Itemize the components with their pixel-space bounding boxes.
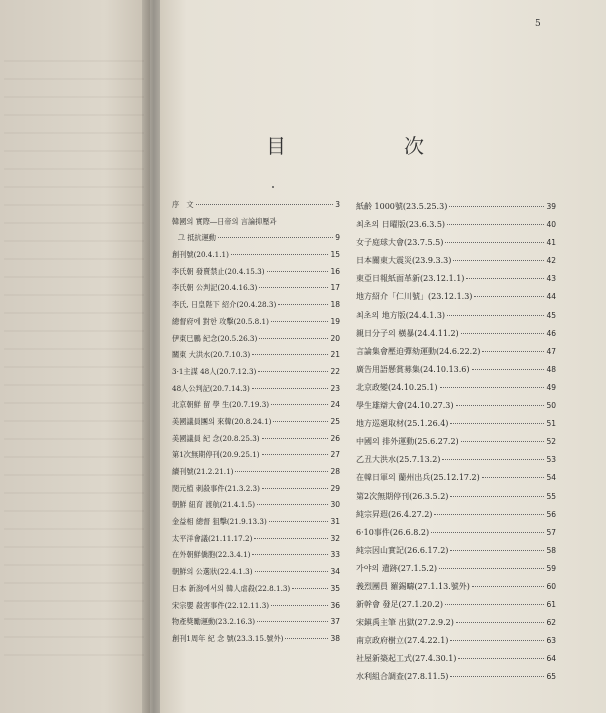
dot-leader [453, 260, 544, 261]
toc-entry [356, 307, 556, 325]
toc-entry-title: 가야의 遺跡(27.1.5.2) [356, 563, 438, 573]
toc-entry [172, 481, 340, 498]
toc-entry-page: 24 [330, 400, 340, 410]
toc-entry-title: 義烈團員 羅錫疇(27.1.13.號外) [356, 581, 470, 591]
dot-leader [450, 676, 544, 677]
toc-entry-page: 64 [546, 654, 556, 664]
toc-entry-page: 17 [330, 283, 340, 293]
toc-entry-page: 21 [330, 350, 340, 360]
toc-entry-page: 54 [546, 473, 556, 483]
toc-entry-page: 22 [330, 366, 340, 376]
dot-leader [439, 568, 544, 569]
toc-entry [356, 614, 556, 632]
toc-entry [356, 252, 556, 270]
toc-entry [356, 542, 556, 560]
toc-entry-title: 總督府에 對한 攻擊(20.5.8.1) [172, 316, 269, 326]
page-number: 5 [535, 19, 541, 29]
toc-entry-title: 純宗因山實記(26.6.17.2) [356, 545, 449, 555]
toc-entry-title: 關東 大洪水(20.7.10.3) [172, 350, 251, 360]
dot-leader [447, 315, 544, 316]
toc-entry [172, 497, 340, 514]
toc-entry-title: 物產獎勵運動(23.2.16.3) [172, 617, 256, 627]
dot-leader [255, 571, 329, 572]
dot-leader [252, 554, 328, 555]
toc-entry-page: 27 [330, 450, 340, 460]
toc-entry-title: 女子庭球大會(23.7.5.5) [356, 238, 444, 248]
dot-leader [434, 514, 544, 515]
toc-left-column [172, 197, 340, 648]
toc-entry-page: 59 [546, 563, 556, 573]
toc-entry [172, 614, 340, 631]
toc-entry-page: 58 [546, 545, 556, 555]
dot-leader [278, 304, 328, 305]
dot-leader [450, 550, 544, 551]
toc-entry-title: 北京政變(24.10.25.1) [356, 382, 438, 392]
dot-leader [447, 224, 544, 225]
dot-leader [431, 532, 544, 533]
dot-leader [440, 387, 545, 388]
toc-entry-page: 39 [546, 202, 556, 211]
toc-entry-title: 第2次無期停刊(26.3.5.2) [356, 491, 449, 501]
toc-entry-title: 그 抵抗運動 [178, 233, 216, 243]
dot-leader [292, 588, 328, 589]
toc-entry-title: 최초의 地方版(24.4.1.3) [356, 310, 446, 320]
toc-entry-title: 朝鮮의 公選狀(22.4.1.3) [172, 567, 253, 577]
toc-entry-title: 伊東巳鵬 紀念(20.5.26.3) [172, 333, 258, 343]
toc-entry-title: 續刊號(21.2.21.1) [172, 467, 234, 476]
dot-leader [474, 296, 544, 297]
toc-entry [172, 431, 340, 448]
toc-entry [172, 347, 340, 364]
toc-entry-page: 62 [546, 618, 556, 628]
toc-entry [172, 414, 340, 431]
toc-entry [356, 379, 556, 397]
toc-entry-page: 40 [546, 220, 556, 230]
dot-leader [218, 237, 333, 238]
toc-entry-page: 30 [330, 500, 340, 510]
toc-entry-page: 3 [335, 200, 340, 209]
toc-entry [356, 415, 556, 433]
toc-entry-page: 16 [330, 266, 340, 276]
toc-entry-page: 33 [330, 550, 340, 560]
toc-entry [172, 531, 340, 548]
dot-leader [456, 622, 545, 623]
toc-entry [356, 234, 556, 252]
dot-leader [466, 278, 544, 279]
toc-entry-title: 6·10事件(26.6.8.2) [356, 527, 430, 537]
toc-entry-title: 地方紹介「仁川號」(23.12.1.3) [356, 292, 473, 302]
dot-leader [259, 338, 328, 339]
toc-entry-page: 32 [330, 533, 340, 543]
toc-entry-page: 48 [546, 364, 556, 374]
toc-entry-page: 9 [335, 233, 340, 243]
toc-entry-title: 李氏, 日皇陛下 紹介(20.4.28.3) [172, 300, 277, 310]
toc-entry-title: 親日分子의 橫暴(24.4.11.2) [356, 328, 459, 338]
toc-entry-page: 18 [330, 300, 340, 310]
dot-leader [271, 404, 328, 405]
toc-entry-page: 26 [330, 433, 340, 443]
dot-leader [257, 504, 328, 505]
dot-leader [472, 586, 545, 587]
dot-leader [257, 621, 328, 622]
toc-entry-page: 53 [546, 455, 556, 465]
dot-leader [254, 538, 328, 539]
toc-entry-title: 朝鮮 紐育 渡航(21.4.1.5) [172, 500, 256, 510]
toc-entry [356, 288, 556, 306]
toc-entry-title: 中國의 排外運動(25.6.27.2) [356, 437, 459, 447]
toc-entry [356, 325, 556, 343]
dot-leader [273, 421, 328, 422]
toc-entry [356, 198, 556, 216]
toc-entry [356, 216, 556, 234]
toc-entry-title: 美國議員團의 來韓(20.8.24.1) [172, 416, 272, 426]
toc-entry-title: 乙丑大洪水(25.7.13.2) [356, 455, 441, 465]
toc-entry [356, 488, 556, 506]
toc-entry-title: 金益相 總督 狙擊(21.9.13.3) [172, 517, 267, 527]
toc-entry-title: 新幹會 發足(27.1.20.2) [356, 600, 443, 610]
toc-entry [172, 247, 340, 264]
toc-entry-title: 李氏朝 發賣禁止(20.4.15.3) [172, 266, 265, 276]
dot-leader [456, 405, 545, 406]
toc-entry-title: 創刊1周年 紀 念 號(23.3.15.號外) [172, 633, 284, 643]
dot-leader [235, 471, 328, 472]
toc-entry [356, 397, 556, 415]
toc-entry [356, 506, 556, 524]
toc-entry [172, 264, 340, 281]
toc-entry [356, 632, 556, 650]
toc-entry-page: 20 [330, 333, 340, 343]
dot-leader [196, 204, 334, 205]
toc-entry [172, 364, 340, 381]
toc-entry [172, 381, 340, 398]
toc-entry-page: 23 [330, 383, 340, 393]
toc-entry-page: 37 [330, 617, 340, 627]
toc-entry [356, 361, 556, 379]
toc-entry-title: 在外朝鮮僑胞(22.3.4.1) [172, 550, 251, 560]
dot-leader [258, 371, 328, 372]
toc-entry [356, 433, 556, 451]
toc-entry-title: 紙齡 1000號(23.5.25.3) [356, 202, 448, 211]
dot-leader [252, 388, 329, 389]
toc-entry-page: 45 [546, 310, 556, 320]
toc-entry-page: 36 [330, 600, 340, 610]
toc-entry-title: 社屋新築起工式(27.4.30.1) [356, 654, 457, 664]
toc-entry [172, 197, 340, 214]
toc-entry-title: 宋宗嬰 殺害事件(22.12.11.3) [172, 600, 270, 610]
toc-entry-page: 47 [546, 346, 556, 356]
toc-entry [356, 524, 556, 542]
dot-leader [442, 459, 544, 460]
toc-entry-page: 35 [330, 583, 340, 593]
toc-entry-page: 28 [330, 467, 340, 476]
toc-entry [172, 331, 340, 348]
toc-entry [172, 581, 340, 598]
dot-leader [259, 287, 328, 288]
toc-entry-title: 第1次無期停刊(20.9.25.1) [172, 450, 260, 460]
toc-entry [356, 578, 556, 596]
toc-entry-title: 宋鎭禹主筆 出獄(27.2.9.2) [356, 618, 454, 628]
toc-entry [172, 280, 340, 297]
dot-leader [252, 354, 328, 355]
toc-entry-title: 東亞日報紙面革新(23.12.1.1) [356, 274, 465, 284]
dot-leader [445, 604, 545, 605]
toc-entry-title: 廣告用語懸賞募集(24.10.13.6) [356, 364, 470, 374]
toc-entry-title: 純宗昇遐(26.4.27.2) [356, 509, 433, 519]
toc-entry [356, 560, 556, 578]
dot-leader [482, 351, 544, 352]
toc-entry [172, 297, 340, 314]
toc-entry-title: 日本關東大震災(23.9.3.3) [356, 256, 452, 266]
dot-leader [461, 441, 545, 442]
left-facing-page [0, 0, 150, 713]
toc-entry-title: 美國議員 紀 念(20.8.25.3) [172, 433, 260, 443]
dot-leader [269, 521, 329, 522]
toc-entry-page: 19 [330, 316, 340, 326]
toc-entry-page: 60 [546, 581, 556, 591]
toc-entry-page: 61 [546, 600, 556, 610]
dot-leader [262, 438, 329, 439]
toc-heading-char-1: 目 [266, 134, 288, 158]
dot-leader [262, 488, 329, 489]
toc-entry-title: 序 文 [172, 200, 194, 209]
toc-entry-title: 日本 新潟에서의 韓人虐殺(22.8.1.3) [172, 583, 291, 593]
toc-entry [172, 464, 340, 481]
toc-entry-page: 41 [546, 238, 556, 248]
dot-leader [461, 333, 545, 334]
toc-entry-title: 北京朝鮮 留 學 生(20.7.19.3) [172, 400, 270, 410]
toc-entry-title: 48人公判記(20.7.14.3) [172, 383, 250, 393]
toc-entry [356, 451, 556, 469]
toc-entry-title: 創刊號(20.4.1.1) [172, 250, 229, 260]
toc-entry-page: 43 [546, 274, 556, 284]
toc-entry [356, 596, 556, 614]
dot-leader [262, 454, 329, 455]
toc-entry-title: 3·1主謀 48人(20.7.12.3) [172, 366, 257, 376]
toc-entry [172, 547, 340, 564]
toc-entry [172, 214, 340, 231]
dot-leader [450, 423, 544, 424]
toc-heading-char-2: 次 [404, 134, 426, 158]
toc-entry [172, 514, 340, 531]
toc-entry-title: 言論集會壓迫彈劾運動(24.6.22.2) [356, 346, 481, 356]
toc-entry-page: 63 [546, 636, 556, 646]
toc-entry-page: 55 [546, 491, 556, 501]
toc-entry [172, 598, 340, 615]
toc-entry [172, 564, 340, 581]
dot-leader [285, 638, 328, 639]
toc-entry [356, 650, 556, 668]
toc-entry-page: 50 [546, 401, 556, 411]
toc-entry-page: 49 [546, 382, 556, 392]
toc-entry-title: 閔元植 刺殺事件(21.3.2.3) [172, 483, 260, 493]
ink-dot [272, 186, 274, 188]
toc-entry-title: 최초의 日曜版(23.6.3.5) [356, 220, 446, 230]
dot-leader [450, 496, 544, 497]
toc-entry [172, 314, 340, 331]
toc-entry-page: 42 [546, 256, 556, 266]
toc-entry [356, 270, 556, 288]
toc-entry-title: 南京政府樹立(27.4.22.1) [356, 636, 449, 646]
toc-entry-title: 水利組合調查(27.8.11.5) [356, 672, 449, 682]
toc-entry [172, 397, 340, 414]
dot-leader [271, 321, 329, 322]
toc-entry-page: 51 [546, 419, 556, 429]
toc-entry [172, 631, 340, 648]
dot-leader [472, 369, 545, 370]
toc-entry-page: 29 [330, 483, 340, 493]
toc-entry-title: 太平洋會議(21.11.17.2) [172, 533, 253, 543]
toc-entry-page: 38 [330, 633, 340, 643]
toc-entry-title: 地方巡廻取材(25.1.26.4) [356, 419, 449, 429]
toc-entry [356, 469, 556, 487]
toc-entry-page: 34 [330, 567, 340, 577]
toc-entry [356, 343, 556, 361]
toc-entry-page: 57 [546, 527, 556, 537]
toc-entry-page: 15 [330, 250, 340, 260]
toc-entry [172, 230, 340, 247]
dot-leader [231, 254, 329, 255]
toc-entry-title: 韓國의 實際―日帝의 言論抑壓과 [172, 216, 277, 226]
dot-leader [445, 242, 544, 243]
toc-entry-page: 25 [330, 416, 340, 426]
dot-leader [458, 658, 544, 659]
toc-entry [172, 447, 340, 464]
toc-entry-page: 46 [546, 328, 556, 338]
toc-entry-page: 31 [330, 517, 340, 527]
toc-entry [356, 668, 556, 686]
dot-leader [482, 477, 545, 478]
dot-leader [450, 640, 544, 641]
toc-entry-page: 52 [546, 437, 556, 447]
dot-leader [271, 605, 328, 606]
toc-entry-title: 李氏朝 公判記(20.4.16.3) [172, 283, 258, 293]
toc-entry-page: 56 [546, 509, 556, 519]
dot-leader [449, 206, 544, 207]
toc-entry-page: 44 [546, 292, 556, 302]
dot-leader [267, 271, 329, 272]
toc-entry-title: 學生雄辯大會(24.10.27.3) [356, 401, 454, 411]
toc-entry-page: 65 [546, 672, 556, 682]
toc-entry-title: 在韓日軍의 蘭州出兵(25.12.17.2) [356, 473, 480, 483]
left-page-faded-text [4, 60, 144, 660]
toc-right-column [356, 198, 556, 687]
